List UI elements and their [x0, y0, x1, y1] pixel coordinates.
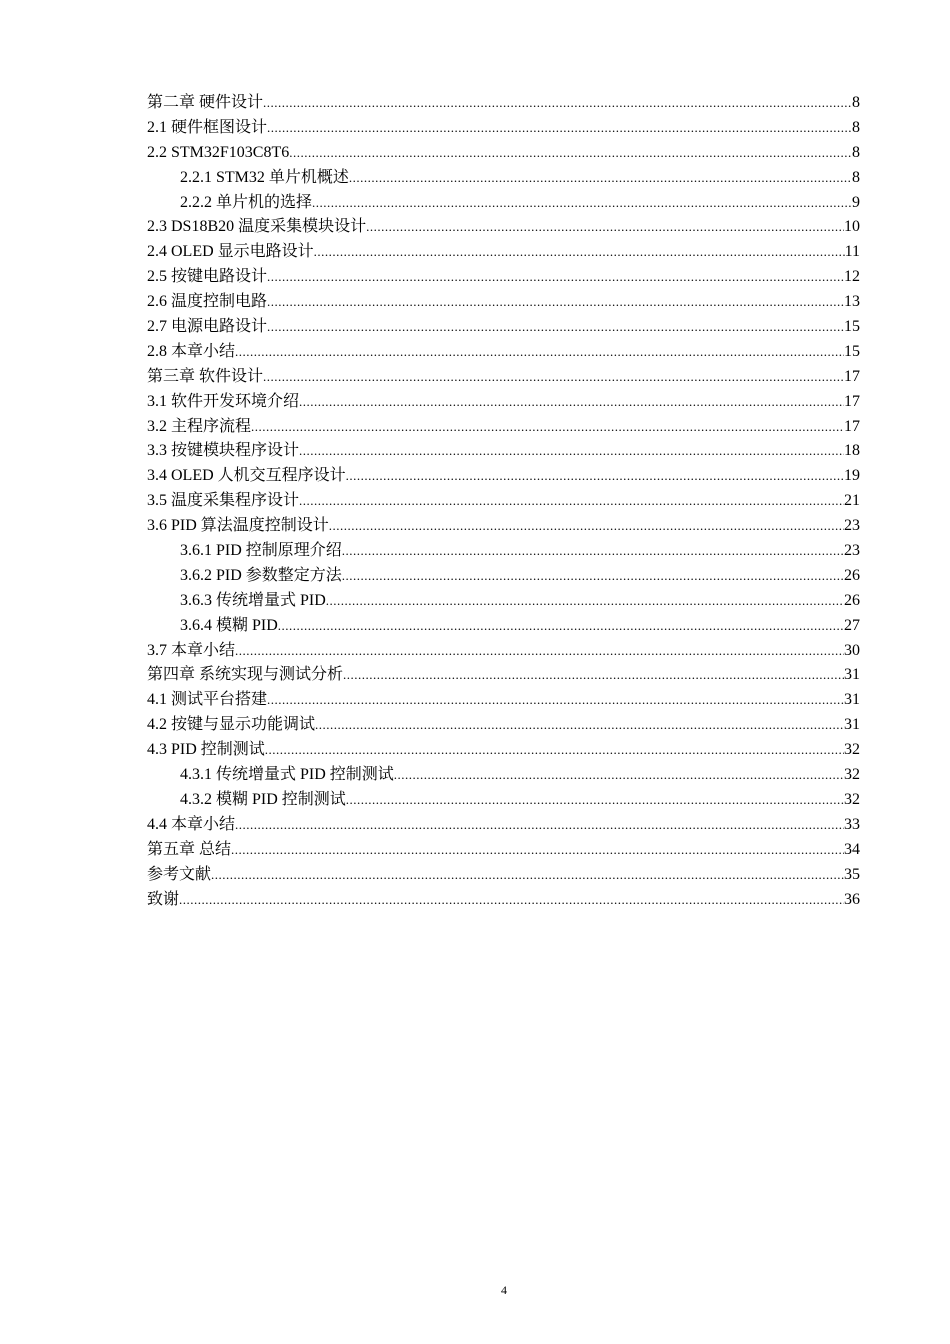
toc-entry-title: 3.4 OLED 人机交互程序设计: [147, 467, 346, 485]
toc-dot-leader: [394, 763, 844, 788]
toc-entry-title: 3.5 温度采集程序设计: [147, 492, 300, 510]
toc-entry[interactable]: [147, 514, 860, 539]
toc-entry[interactable]: [147, 240, 860, 265]
toc-entry-title: 第二章 硬件设计: [147, 94, 264, 111]
toc-dot-leader: [315, 713, 844, 738]
toc-entry-page: 9: [852, 193, 860, 211]
toc-subentry[interactable]: [147, 539, 860, 564]
toc-entry-page: 17: [844, 417, 860, 435]
toc-entry-page: 26: [844, 591, 860, 609]
toc-dot-leader: [329, 514, 844, 539]
toc-entry-page: 13: [844, 293, 860, 311]
toc-entry-page: 8: [852, 118, 860, 136]
table-of-contents: [147, 91, 860, 912]
toc-entry[interactable]: [147, 863, 860, 888]
toc-entry[interactable]: [147, 663, 860, 688]
toc-subentry[interactable]: [147, 191, 860, 216]
toc-entry-title: 3.6.1 PID 控制原理介绍: [180, 542, 342, 560]
toc-entry[interactable]: [147, 489, 860, 514]
toc-entry-title: 2.3 DS18B20 温度采集模块设计: [147, 218, 367, 236]
toc-dot-leader: [346, 788, 844, 813]
toc-dot-leader: [312, 191, 852, 216]
toc-dot-leader: [267, 315, 844, 340]
toc-dot-leader: [265, 738, 844, 763]
toc-entry[interactable]: [147, 390, 860, 415]
toc-entry-page: 10: [844, 218, 860, 236]
toc-entry[interactable]: [147, 439, 860, 464]
toc-dot-leader: [342, 539, 844, 564]
toc-entry-title: 第三章 软件设计: [147, 367, 264, 385]
toc-entry-page: 26: [844, 566, 860, 584]
toc-entry-page: 8: [852, 168, 860, 186]
toc-entry-page: 32: [844, 741, 860, 759]
toc-entry-page: 19: [844, 467, 860, 485]
toc-entry-page: 31: [844, 666, 860, 684]
toc-dot-leader: [235, 340, 844, 365]
toc-entry-page: 18: [844, 442, 860, 460]
toc-entry-page: 31: [844, 691, 860, 709]
toc-entry[interactable]: [147, 141, 860, 166]
toc-entry[interactable]: [147, 365, 860, 390]
toc-entry-title: 3.7 本章小结: [147, 641, 236, 659]
toc-dot-leader: [231, 838, 844, 863]
toc-entry-title: 2.1 硬件框图设计: [147, 118, 268, 136]
toc-entry-title: 3.2 主程序流程: [147, 417, 252, 435]
toc-dot-leader: [289, 141, 852, 166]
toc-dot-leader: [346, 464, 844, 489]
toc-entry[interactable]: [147, 215, 860, 240]
toc-dot-leader: [251, 415, 844, 440]
toc-dot-leader: [326, 589, 844, 614]
toc-entry-page: 8: [852, 94, 860, 111]
toc-entry[interactable]: [147, 813, 860, 838]
toc-entry-title: 2.2.1 STM32 单片机概述: [180, 168, 349, 186]
toc-entry-title: 2.5 按键电路设计: [147, 268, 268, 286]
toc-subentry[interactable]: [147, 763, 860, 788]
toc-entry-page: 30: [844, 641, 860, 659]
toc-entry-page: 8: [852, 143, 860, 161]
toc-entry-page: 11: [844, 243, 860, 261]
toc-entry-title: 2.4 OLED 显示电路设计: [147, 243, 314, 261]
toc-entry-title: 3.6 PID 算法温度控制设计: [147, 517, 329, 535]
toc-entry-title: 致谢: [147, 890, 180, 908]
toc-entry-page: 17: [844, 392, 860, 410]
toc-entry-title: 4.3 PID 控制测试: [147, 741, 265, 759]
toc-entry-title: 4.3.2 模糊 PID 控制测试: [180, 790, 346, 808]
toc-entry-page: 35: [844, 865, 860, 883]
toc-dot-leader: [211, 863, 844, 888]
toc-entry[interactable]: [147, 713, 860, 738]
toc-subentry[interactable]: [147, 788, 860, 813]
toc-entry-title: 第五章 总结: [147, 840, 232, 858]
toc-entry[interactable]: [147, 838, 860, 863]
toc-subentry[interactable]: [147, 166, 860, 191]
toc-entry-title: 3.6.3 传统增量式 PID: [180, 591, 326, 609]
toc-entry-title: 2.2 STM32F103C8T6: [147, 143, 290, 161]
toc-entry-page: 32: [844, 766, 860, 784]
toc-entry-title: 参考文献: [147, 865, 212, 883]
toc-dot-leader: [299, 439, 844, 464]
toc-entry[interactable]: [147, 315, 860, 340]
toc-dot-leader: [299, 489, 844, 514]
toc-entry-title: 4.1 测试平台搭建: [147, 691, 268, 709]
toc-dot-leader: [267, 265, 844, 290]
toc-entry-page: 15: [844, 318, 860, 336]
toc-entry-title: 4.3.1 传统增量式 PID 控制测试: [180, 766, 394, 784]
toc-dot-leader: [314, 240, 845, 265]
toc-subentry[interactable]: [147, 564, 860, 589]
toc-entry[interactable]: [147, 290, 860, 315]
toc-entry[interactable]: [147, 888, 860, 913]
toc-entry[interactable]: [147, 464, 860, 489]
toc-entry-page: 34: [844, 840, 860, 858]
toc-entry-title: 2.7 电源电路设计: [147, 318, 268, 336]
toc-entry-title: 3.1 软件开发环境介绍: [147, 392, 300, 410]
toc-subentry[interactable]: [147, 614, 860, 639]
toc-dot-leader: [343, 663, 844, 688]
toc-entry-page: 15: [844, 342, 860, 360]
toc-entry[interactable]: [147, 738, 860, 763]
toc-entry-title: 2.8 本章小结: [147, 342, 236, 360]
toc-subentry[interactable]: [147, 589, 860, 614]
toc-dot-leader: [263, 365, 844, 390]
toc-entry[interactable]: [147, 340, 860, 365]
toc-entry[interactable]: [147, 265, 860, 290]
toc-entry-page: 21: [844, 492, 860, 510]
toc-entry-title: 4.4 本章小结: [147, 815, 236, 833]
toc-entry-page: 23: [844, 542, 860, 560]
toc-dot-leader: [235, 639, 844, 664]
toc-entry-title: 2.6 温度控制电路: [147, 293, 268, 311]
toc-entry-title: 第四章 系统实现与测试分析: [147, 666, 344, 684]
toc-entry[interactable]: [147, 639, 860, 664]
toc-dot-leader: [267, 116, 852, 141]
toc-dot-leader: [267, 290, 844, 315]
toc-entry-page: 17: [844, 367, 860, 385]
toc-entry[interactable]: [147, 91, 860, 116]
page-number: 4: [501, 1283, 507, 1297]
toc-dot-leader: [278, 614, 844, 639]
toc-dot-leader: [235, 813, 844, 838]
toc-dot-leader: [263, 91, 852, 116]
toc-dot-leader: [299, 390, 844, 415]
toc-entry-title: 4.2 按键与显示功能调试: [147, 716, 316, 734]
toc-entry[interactable]: [147, 688, 860, 713]
toc-entry-page: 27: [844, 616, 860, 634]
toc-dot-leader: [349, 166, 852, 191]
toc-entry-title: 3.6.4 模糊 PID: [180, 616, 278, 634]
toc-entry-page: 23: [844, 517, 860, 535]
toc-entry-page: 12: [844, 268, 860, 286]
toc-dot-leader: [366, 215, 844, 240]
toc-dot-leader: [267, 688, 844, 713]
toc-entry-title: 3.3 按键模块程序设计: [147, 442, 300, 460]
toc-entry-page: 36: [844, 890, 860, 908]
toc-entry-page: 32: [844, 790, 860, 808]
toc-entry-page: 33: [844, 815, 860, 833]
toc-dot-leader: [179, 888, 844, 913]
toc-entry-title: 2.2.2 单片机的选择: [180, 193, 313, 211]
toc-dot-leader: [342, 564, 844, 589]
toc-entry[interactable]: [147, 415, 860, 440]
toc-entry-page: 31: [844, 716, 860, 734]
toc-entry[interactable]: [147, 116, 860, 141]
toc-entry-title: 3.6.2 PID 参数整定方法: [180, 566, 342, 584]
